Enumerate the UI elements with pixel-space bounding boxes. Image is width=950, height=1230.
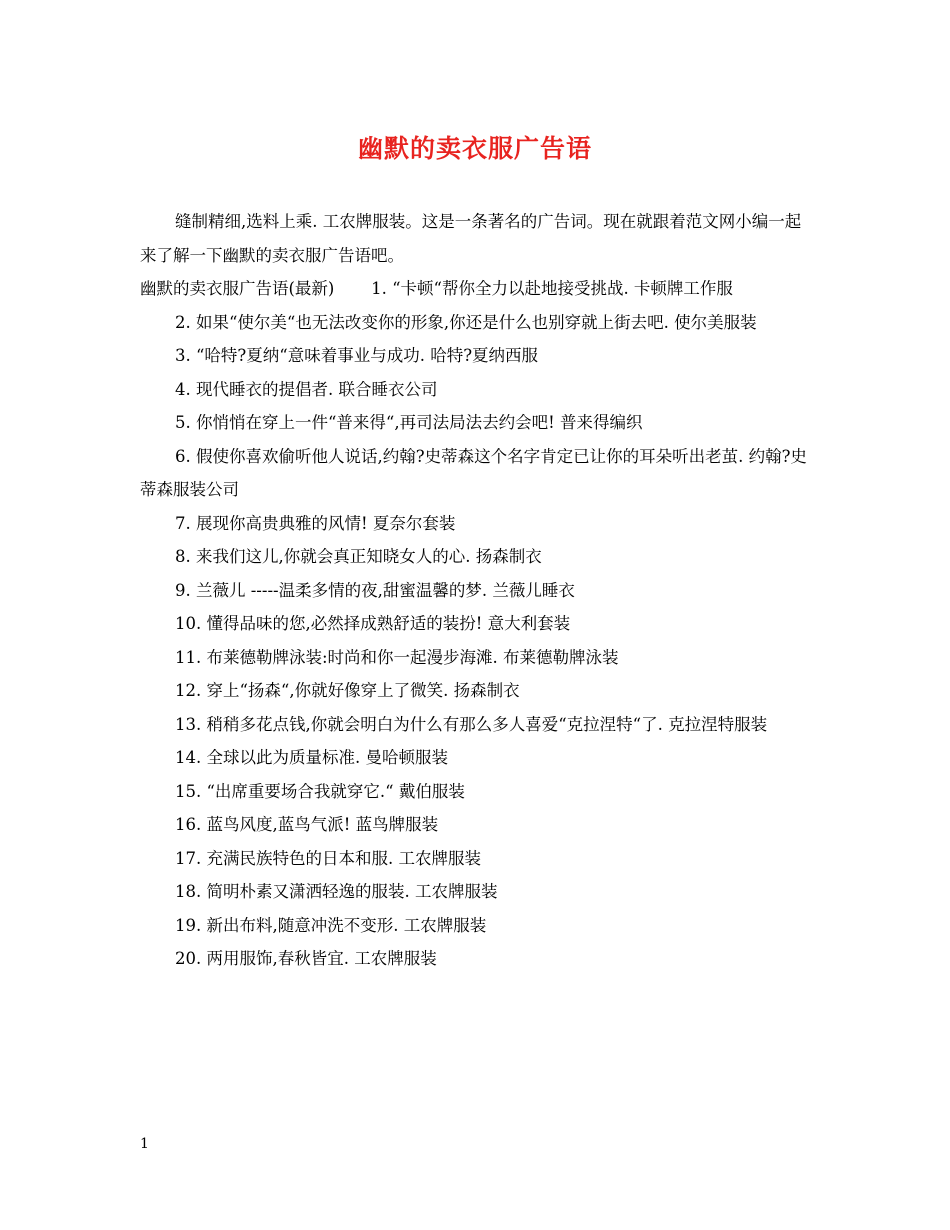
list-header-line: 幽默的卖衣服广告语(最新) 1. “卡顿“帮你全力以赴地接受挑战. 卡顿牌工作服 (140, 279, 733, 298)
list-item: 6. 假使你喜欢偷听他人说话,约翰?史蒂森这个名字肯定已让你的耳朵听出老茧. 约翰?史蒂森服装公司 (140, 446, 807, 499)
list-item: 20. 两用服饰,春秋皆宜. 工农牌服装 (175, 949, 437, 968)
list-item: 3. “哈特?夏纳“意味着事业与成功. 哈特?夏纳西服 (175, 346, 539, 365)
list-item: 9. 兰薇儿 -----温柔多情的夜,甜蜜温馨的梦. 兰薇儿睡衣 (175, 580, 575, 600)
list-item: 14. 全球以此为质量标准. 曼哈顿服装 (175, 748, 448, 767)
list-item: 15. “出席重要场合我就穿它.“ 戴伯服装 (175, 781, 465, 801)
intro-paragraph: 缝制精细,选料上乘. 工农牌服装。这是一条著名的广告词。现在就跟着范文网小编一起来了解一下幽默的卖衣服广告语吧。 (140, 212, 802, 265)
list-item: 16. 蓝鸟风度,蓝鸟气派! 蓝鸟牌服装 (175, 815, 439, 834)
list-item: 5. 你悄悄在穿上一件“普来得“,再司法局法去约会吧! 普来得编织 (175, 413, 643, 432)
list-item: 17. 充满民族特色的日本和服. 工农牌服装 (175, 848, 481, 868)
document-body (140, 205, 815, 976)
list-item: 11. 布莱德勒牌泳装:时尚和你一起漫步海滩. 布莱德勒牌泳装 (175, 647, 619, 667)
list-item: 10. 懂得品味的您,必然择成熟舒适的装扮! 意大利套装 (175, 614, 571, 633)
list-item: 19. 新出布料,随意冲洗不变形. 工农牌服装 (175, 915, 487, 935)
list-item: 18. 简明朴素又潇洒轻逸的服装. 工农牌服装 (175, 882, 498, 901)
list-item: 4. 现代睡衣的提倡者. 联合睡衣公司 (175, 379, 438, 399)
list-item: 8. 来我们这儿,你就会真正知晓女人的心. 扬森制衣 (175, 547, 542, 566)
page-number: 1 (140, 1136, 149, 1152)
list-item: 12. 穿上“扬森“,你就好像穿上了微笑. 扬森制衣 (175, 681, 520, 700)
list-item: 2. 如果“使尔美“也无法改变你的形象,你还是什么也别穿就上街去吧. 使尔美服装 (175, 312, 757, 332)
list-item: 13. 稍稍多花点钱,你就会明白为什么有那么多人喜爱“克拉涅特“了. 克拉涅特服装 (175, 714, 768, 734)
list-item: 7. 展现你高贵典雅的风情! 夏奈尔套装 (175, 513, 456, 533)
page-title: 幽默的卖衣服广告语 (357, 134, 592, 163)
